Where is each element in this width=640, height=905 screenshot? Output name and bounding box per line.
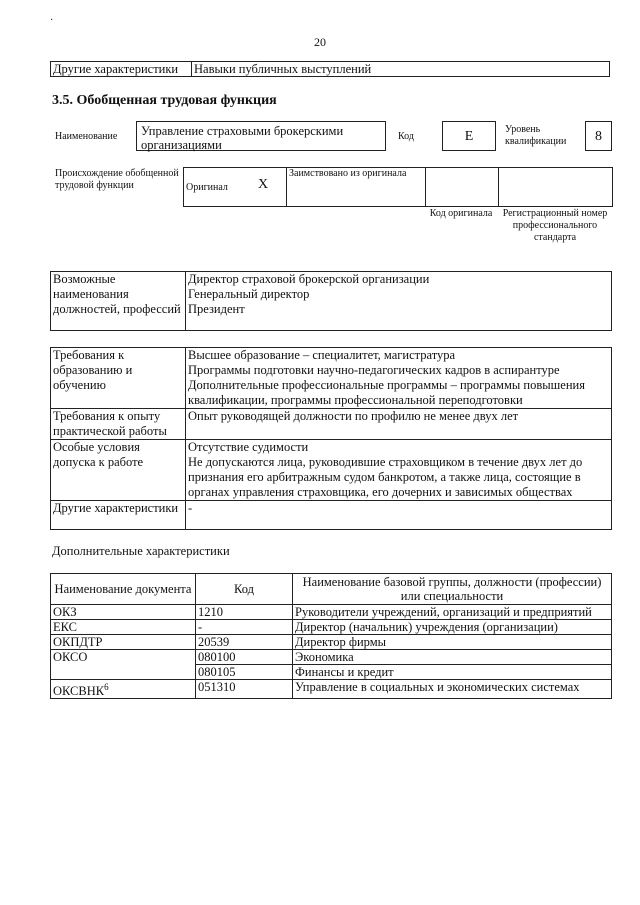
top-row-table bbox=[50, 61, 610, 77]
code-cell: 1210 bbox=[196, 605, 293, 620]
doc-name: ОКПДТР bbox=[53, 635, 103, 649]
positions-label: Возможные наименования должностей, профессий bbox=[51, 272, 186, 331]
doc-name: ОКСВНК bbox=[53, 684, 105, 699]
origin-label: Происхождение обобщенной трудовой функции bbox=[55, 168, 179, 191]
code-cell: 080100 bbox=[196, 650, 293, 665]
reg-caption: Регистрационный номер профессионального стандарта bbox=[502, 208, 608, 243]
code-caption: Код оригинала bbox=[429, 208, 493, 219]
name-cell: Управление в социальных и экономических системах bbox=[293, 680, 612, 699]
requirement-label: Другие характеристики bbox=[51, 501, 186, 530]
requirement-line: Дополнительные профессиональные программы – программы повышения квалификации, программы профессиональной переподготовки bbox=[188, 378, 585, 407]
footnote-mark: 6 bbox=[104, 682, 109, 692]
original-label: Оригинал bbox=[186, 181, 228, 193]
position-item: Генеральный директор bbox=[188, 287, 310, 301]
requirement-line: Не допускаются лица, руководившие страховщиком в течение двух лет до признания его арбитражным судом банкротом, а также лица, состоящие в органах управления страховщика, его дочерних и зависимых обществах bbox=[188, 455, 583, 499]
requirement-line: Высшее образование – специалитет, магистратура bbox=[188, 348, 456, 362]
origin-reg-cell bbox=[499, 168, 613, 207]
section-title: 3.5. Обобщенная трудовая функция bbox=[52, 93, 277, 108]
requirement-row bbox=[51, 348, 612, 409]
requirement-row bbox=[51, 440, 612, 501]
position-item: Президент bbox=[188, 302, 245, 316]
table-row bbox=[51, 620, 612, 635]
code-cell: 051310 bbox=[196, 680, 293, 699]
requirement-line: - bbox=[188, 501, 193, 515]
code-value: E bbox=[442, 121, 496, 151]
name-cell: Директор (начальник) учреждения (организации) bbox=[293, 620, 612, 635]
level-label: Уровень квалификации bbox=[505, 124, 567, 147]
requirement-label: Требования к опыту практической работы bbox=[51, 409, 186, 440]
requirement-values bbox=[186, 409, 612, 440]
page-number: 20 bbox=[314, 35, 326, 49]
origin-code-cell bbox=[426, 168, 499, 207]
doc-cell bbox=[51, 680, 196, 699]
doc-cell bbox=[51, 620, 196, 635]
requirement-line: Отсутствие судимости bbox=[188, 440, 309, 454]
top-row-label: Другие характеристики bbox=[51, 62, 192, 77]
borrowed-label: Заимствовано из оригинала bbox=[287, 168, 426, 207]
level-value: 8 bbox=[585, 121, 612, 151]
requirement-label: Особые условия допуска к работе bbox=[51, 440, 186, 501]
doc-cell bbox=[51, 605, 196, 620]
name-value: Управление страховыми брокерскими организациями bbox=[136, 121, 386, 151]
doc-cell bbox=[51, 650, 196, 680]
name-cell: Экономика bbox=[293, 650, 612, 665]
table-row bbox=[51, 605, 612, 620]
scan-mark: · bbox=[50, 15, 54, 26]
requirement-row bbox=[51, 409, 612, 440]
header-doc: Наименование документа bbox=[51, 574, 196, 605]
positions-values bbox=[186, 272, 612, 331]
requirements-table bbox=[50, 347, 612, 530]
requirement-values bbox=[186, 348, 612, 409]
extra-title: Дополнительные характеристики bbox=[52, 544, 230, 558]
name-cell: Финансы и кредит bbox=[293, 665, 612, 680]
header-name: Наименование базовой группы, должности (профессии) или специальности bbox=[293, 574, 612, 605]
extra-header-row bbox=[51, 574, 612, 605]
code-cell: 080105 bbox=[196, 665, 293, 680]
doc-name: ЕКС bbox=[53, 620, 77, 634]
doc-name: ОКЗ bbox=[53, 605, 77, 619]
positions-table bbox=[50, 271, 612, 331]
code-cell: - bbox=[196, 620, 293, 635]
original-mark: X bbox=[258, 177, 269, 192]
origin-table bbox=[183, 167, 613, 207]
requirement-line: Программы подготовки научно-педагогических кадров в аспирантуре bbox=[188, 363, 560, 377]
code-label: Код bbox=[398, 131, 414, 142]
name-cell: Руководители учреждений, организаций и предприятий bbox=[293, 605, 612, 620]
requirement-values bbox=[186, 501, 612, 530]
requirement-line: Опыт руководящей должности по профилю не менее двух лет bbox=[188, 409, 519, 423]
doc-cell bbox=[51, 635, 196, 650]
table-row bbox=[51, 635, 612, 650]
origin-original-cell bbox=[184, 168, 287, 207]
doc-name: ОКСО bbox=[53, 650, 88, 664]
top-row-value: Навыки публичных выступлений bbox=[192, 62, 610, 77]
code-cell: 20539 bbox=[196, 635, 293, 650]
table-row bbox=[51, 680, 612, 699]
name-cell: Директор фирмы bbox=[293, 635, 612, 650]
name-label: Наименование bbox=[55, 131, 118, 142]
requirement-label: Требования к образованию и обучению bbox=[51, 348, 186, 409]
table-row bbox=[51, 650, 612, 665]
header-code: Код bbox=[196, 574, 293, 605]
position-item: Директор страховой брокерской организации bbox=[188, 272, 430, 286]
extra-table bbox=[50, 573, 612, 699]
requirement-row bbox=[51, 501, 612, 530]
requirement-values bbox=[186, 440, 612, 501]
